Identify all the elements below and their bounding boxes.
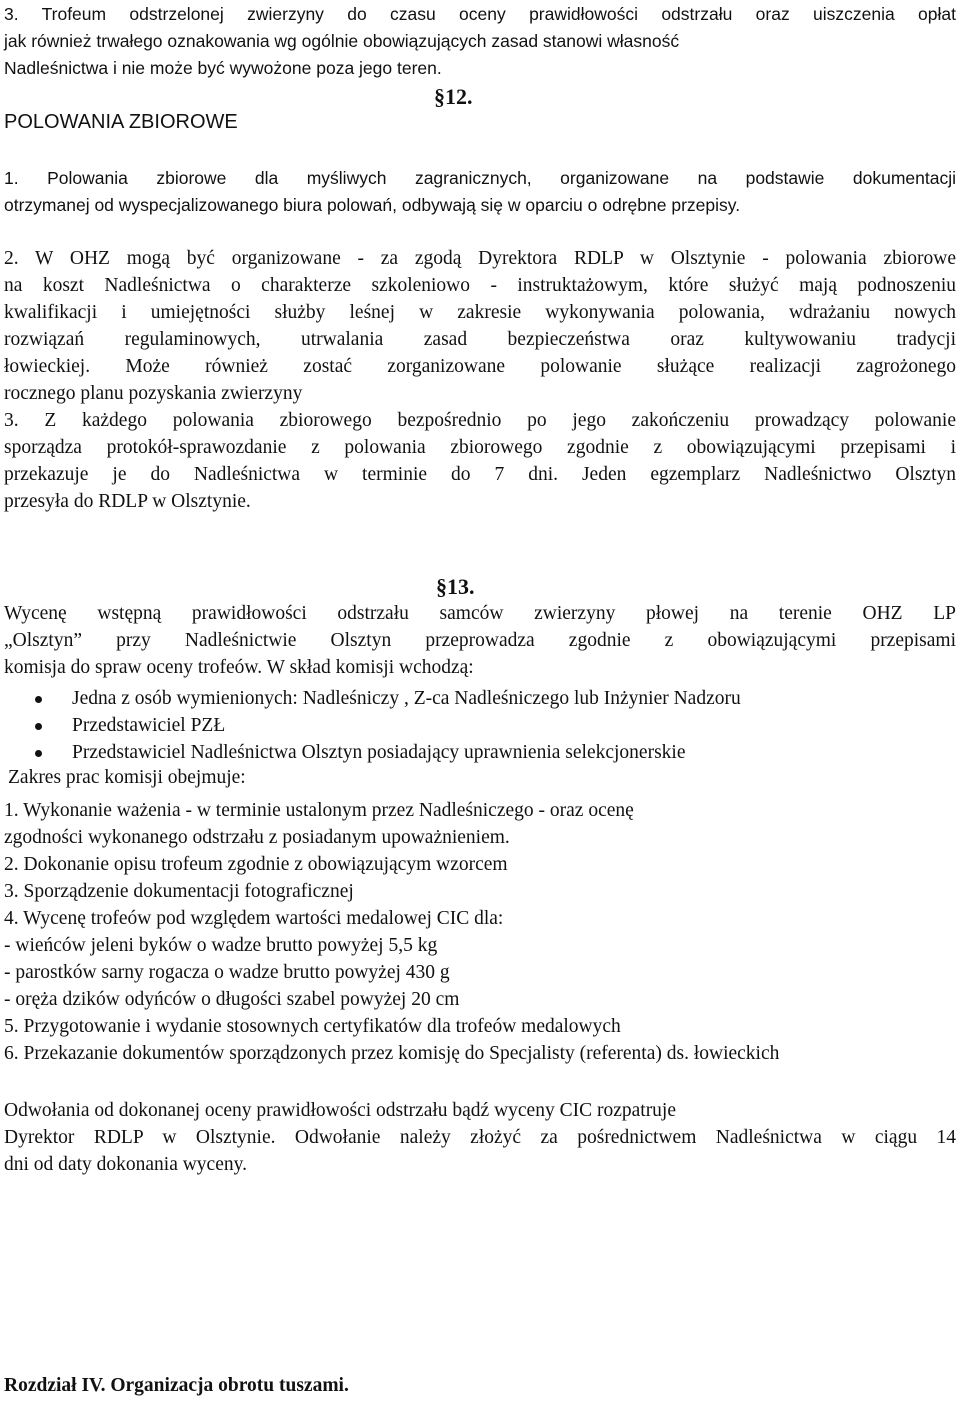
section-12-p2-line-1: 2. W OHZ mogą być organizowane - za zgodą Dyrektora RDLP w Olsztynie - polowania zbiorowe bbox=[4, 248, 956, 269]
scope-line-1: 1. Wykonanie ważenia - w terminie ustalonym przez Nadleśniczego - oraz ocenę bbox=[4, 800, 634, 821]
scope-line-4: 3. Sporządzenie dokumentacji fotograficznej bbox=[4, 881, 354, 902]
section-12-number: §12. bbox=[434, 84, 473, 109]
bullet-icon bbox=[35, 696, 42, 703]
bullet-icon bbox=[35, 750, 42, 757]
scope-line-8: - oręża dzików odyńców o długości szabel powyżej 20 cm bbox=[4, 989, 460, 1010]
section-12-p3-line-3: przekazuje je do Nadleśnictwa w terminie do 7 dni. Jeden egzemplarz Nadleśnictwo Olsztyn bbox=[4, 464, 956, 485]
section-12-p3-line-4: przesyła do RDLP w Olsztynie. bbox=[4, 491, 251, 512]
section-13-intro-line-3: komisja do spraw oceny trofeów. W skład komisji wchodzą: bbox=[4, 657, 474, 678]
section-13-intro-line-1: Wycenę wstępną prawidłowości odstrzału samców zwierzyny płowej na terenie OHZ LP bbox=[4, 603, 956, 624]
scope-line-6: - wieńców jeleni byków o wadze brutto powyżej 5,5 kg bbox=[4, 935, 438, 956]
appeal-line-3: dni od daty dokonania wyceny. bbox=[4, 1154, 247, 1175]
section-12-p1-line-2: otrzymanej od wyspecjalizowanego biura polowań, odbywają się w oparciu o odrębne przepisy. bbox=[4, 195, 741, 215]
section-12-heading: POLOWANIA ZBIOROWE bbox=[4, 111, 238, 133]
committee-member-3: Przedstawiciel Nadleśnictwa Olsztyn posiadający uprawnienia selekcjonerskie bbox=[72, 742, 686, 763]
section-12-p2-line-4: rozwiązań regulaminowych, utrwalania zasad bezpieczeństwa oraz kultywowaniu tradycji bbox=[4, 329, 956, 350]
section-12-p3-line-1: 3. Z każdego polowania zbiorowego bezpośrednio po jego zakończeniu prowadzący polowanie bbox=[4, 410, 956, 431]
chapter-heading: Rozdział IV. Organizacja obrotu tuszami. bbox=[4, 1375, 349, 1396]
scope-line-9: 5. Przygotowanie i wydanie stosownych certyfikatów dla trofeów medalowych bbox=[4, 1016, 621, 1037]
section-12-p3-line-2: sporządza protokół-sprawozdanie z polowania zbiorowego zgodnie z obowiązującymi przepisami i bbox=[4, 437, 956, 458]
bullet-icon bbox=[35, 723, 42, 730]
appeal-line-1: Odwołania od dokonanej oceny prawidłowości odstrzału bądź wyceny CIC rozpatruje bbox=[4, 1100, 677, 1121]
appeal-line-2: Dyrektor RDLP w Olsztynie. Odwołanie należy złożyć za pośrednictwem Nadleśnictwa w ciągu 14 bbox=[4, 1127, 956, 1148]
paragraph-3-line-3: Nadleśnictwa i nie może być wywożone poza jego teren. bbox=[4, 58, 442, 78]
scope-line-5: 4. Wycenę trofeów pod względem wartości medalowej CIC dla: bbox=[4, 908, 504, 929]
paragraph-3-line-1: 3. Trofeum odstrzelonej zwierzyny do czasu oceny prawidłowości odstrzału oraz uiszczenia opłat bbox=[4, 4, 956, 24]
section-12-p1-line-1: 1. Polowania zbiorowe dla myśliwych zagranicznych, organizowane na podstawie dokumentacji bbox=[4, 168, 956, 188]
section-13-number: §13. bbox=[436, 574, 475, 599]
section-12-p2-line-5: łowieckiej. Może również zostać zorganizowane polowanie służące realizacji zagrożonego bbox=[4, 356, 956, 377]
scope-line-3: 2. Dokonanie opisu trofeum zgodnie z obowiązującym wzorcem bbox=[4, 854, 508, 875]
section-13-intro-line-2: „Olsztyn” przy Nadleśnictwie Olsztyn przeprowadza zgodnie z obowiązującymi przepisami bbox=[4, 630, 956, 651]
scope-line-7: - parostków sarny rogacza o wadze brutto powyżej 430 g bbox=[4, 962, 450, 983]
scope-line-2: zgodności wykonanego odstrzału z posiadanym upoważnieniem. bbox=[4, 827, 510, 848]
committee-member-1: Jedna z osób wymienionych: Nadleśniczy , Z-ca Nadleśniczego lub Inżynier Nadzoru bbox=[72, 688, 741, 709]
section-12-p2-line-6: rocznego planu pozyskania zwierzyny bbox=[4, 383, 303, 404]
committee-member-2: Przedstawiciel PZŁ bbox=[72, 715, 226, 736]
scope-line-10: 6. Przekazanie dokumentów sporządzonych przez komisję do Specjalisty (referenta) ds. łowieckich bbox=[4, 1043, 780, 1064]
scope-heading: Zakres prac komisji obejmuje: bbox=[8, 767, 246, 788]
paragraph-3-line-2: jak również trwałego oznakowania wg ogólnie obowiązujących zasad stanowi własność bbox=[4, 31, 680, 51]
section-12-p2-line-3: kwalifikacji i umiejętności służby leśnej w zakresie wykonywania polowania, wdrażaniu nowych bbox=[4, 302, 956, 323]
section-12-p2-line-2: na koszt Nadleśnictwa o charakterze szkoleniowo - instruktażowym, które służyć mają podnoszeniu bbox=[4, 275, 956, 296]
